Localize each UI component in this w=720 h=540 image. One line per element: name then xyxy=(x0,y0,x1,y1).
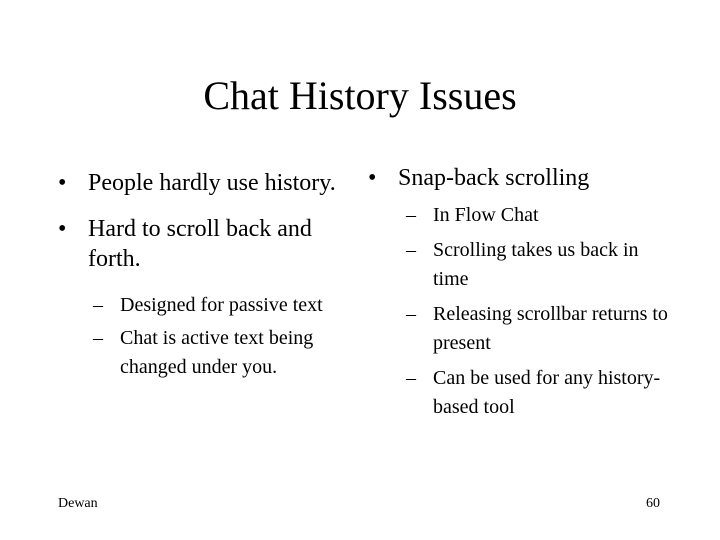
dash-marker: – xyxy=(93,327,103,349)
sub-bullet-item xyxy=(406,364,668,422)
sub-bullet-item xyxy=(93,324,358,382)
bullet-marker: • xyxy=(58,170,67,196)
sub-bullet-list xyxy=(93,291,358,382)
sub-bullet-item xyxy=(406,236,668,294)
dash-marker: – xyxy=(93,294,103,316)
bullet-marker: • xyxy=(58,216,67,242)
bullet-text: Hard to scroll back and forth. xyxy=(88,216,312,272)
sub-bullet-text: In Flow Chat xyxy=(433,204,539,226)
sub-bullet-item xyxy=(93,291,358,320)
dash-marker: – xyxy=(406,239,416,261)
bullet-text: People hardly use history. xyxy=(88,170,336,196)
sub-bullet-text: Releasing scrollbar returns to present xyxy=(433,303,668,354)
bullet-item xyxy=(58,214,358,274)
sub-bullet-text: Chat is active text being changed under you. xyxy=(120,327,314,378)
sub-bullet-item xyxy=(406,201,668,230)
left-column xyxy=(58,168,358,386)
dash-marker: – xyxy=(406,204,416,226)
page-number: 60 xyxy=(646,496,660,511)
bullet-item xyxy=(58,168,358,198)
right-column xyxy=(368,163,668,428)
bullet-text: Snap-back scrolling xyxy=(398,165,590,191)
dash-marker: – xyxy=(406,367,416,389)
sub-bullet-text: Can be used for any history-based tool xyxy=(433,367,661,418)
bullet-item xyxy=(368,163,668,193)
slide-title: Chat History Issues xyxy=(203,73,517,118)
bullet-marker: • xyxy=(368,165,377,191)
sub-bullet-text: Scrolling takes us back in time xyxy=(433,239,639,290)
dash-marker: – xyxy=(406,303,416,325)
sub-bullet-text: Designed for passive text xyxy=(120,294,323,316)
footer-author: Dewan xyxy=(58,496,98,511)
sub-bullet-list xyxy=(406,201,668,422)
sub-bullet-item xyxy=(406,300,668,358)
